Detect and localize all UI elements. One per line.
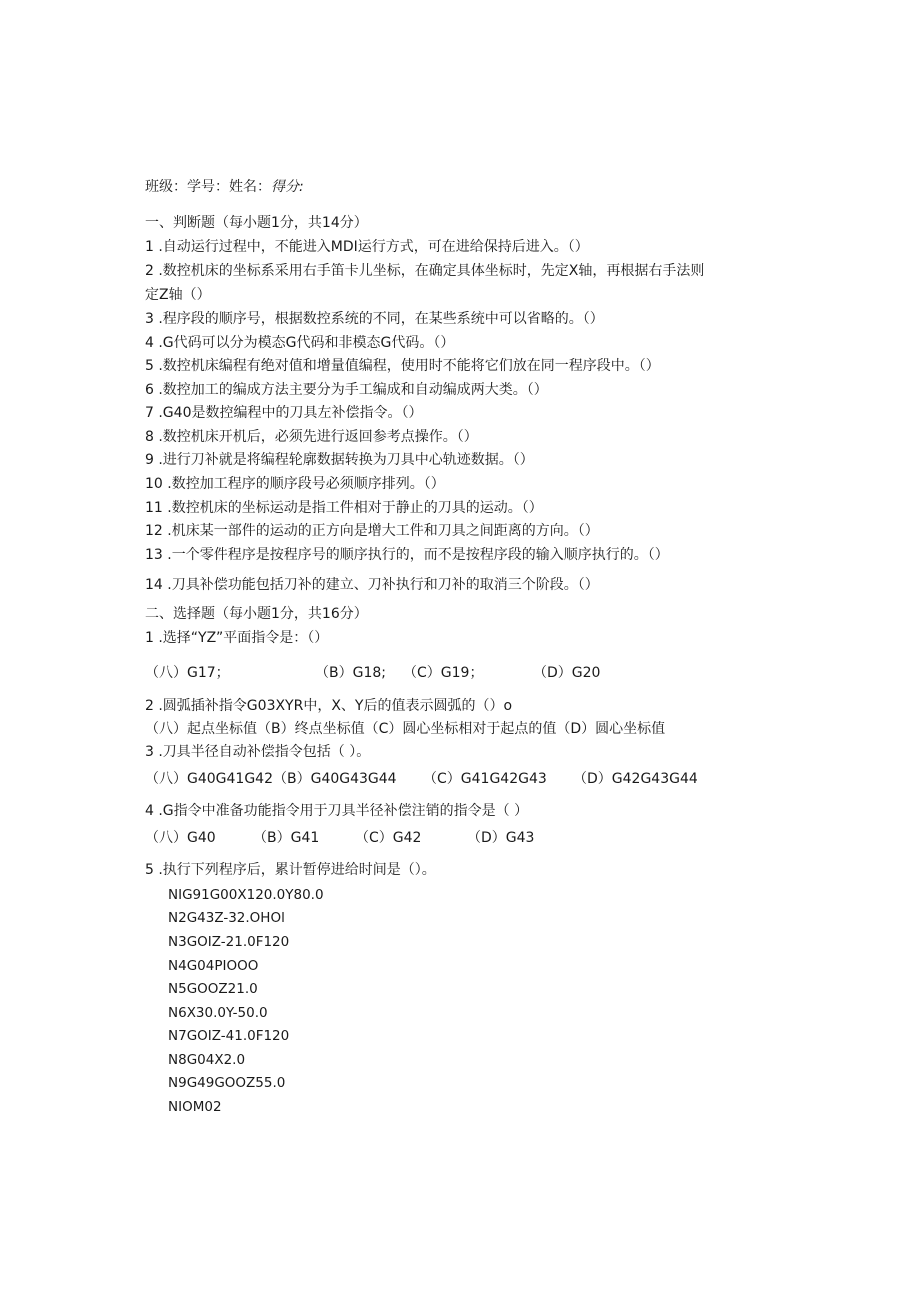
true-false-item-5: 5 .数控机床编程有绝对值和增量值编程，使用时不能将它们放在同一程序段中。（）: [145, 358, 660, 374]
program-line-9: N9G49GOOZ55.0: [168, 1075, 286, 1091]
true-false-item-7: 7 .G40是数控编程中的刀具左补偿指令。（）: [145, 405, 423, 421]
choice-q5: 5 .执行下列程序后，累计暂停进给时间是（）。: [145, 862, 436, 878]
choice-q1-option-a: （八）G17；: [145, 665, 230, 681]
true-false-item-1: 1 .自动运行过程中，不能进入MDI运行方式，可在进给保持后进入。（）: [145, 239, 589, 255]
choice-q2-options: （八）起点坐标值（B）终点坐标值（C）圆心坐标相对于起点的值（D）圆心坐标值: [145, 721, 666, 737]
program-line-10: NIOM02: [168, 1099, 222, 1115]
choice-q4-option-c: （C）G42: [355, 830, 422, 846]
choice-q4-option-d: （D）G43: [467, 830, 535, 846]
program-line-5: N5GOOZ21.0: [168, 981, 258, 997]
program-line-8: N8G04X2.0: [168, 1052, 246, 1068]
choice-q4: 4 .G指令中准备功能指令用于刀具半径补偿注销的指令是（ ）: [145, 803, 529, 819]
true-false-item-4: 4 .G代码可以分为模态G代码和非模态G代码。（）: [145, 335, 455, 351]
student-info-fields: 班级：学号：姓名：: [145, 179, 271, 195]
choice-q3-option-ab: （八）G40G41G42（B）G40G43G44: [145, 771, 397, 787]
choice-q4-option-a: （八）G40: [145, 830, 216, 846]
choice-q1: 1 .选择“YZ”平面指令是：（）: [145, 630, 329, 646]
true-false-item-14: 14 .刀具补偿功能包括刀补的建立、刀补执行和刀补的取消三个阶段。（）: [145, 577, 599, 593]
section1-title: 一、判断题（每小题1分，共14分）: [145, 215, 368, 231]
header-line: [145, 178, 304, 196]
choice-q2: 2 .圆弧插补指令G03XYR中，X、Y后的值表示圆弧的（）o: [145, 698, 513, 714]
choice-q3-option-c: （C）G41G42G43: [423, 771, 547, 787]
true-false-item-9: 9 .进行刀补就是将编程轮廓数据转换为刀具中心轨迹数据。（）: [145, 452, 534, 468]
program-line-2: N2G43Z-32.OHOl: [168, 910, 285, 926]
true-false-item-6: 6 .数控加工的编成方法主要分为手工编成和自动编成两大类。（）: [145, 382, 548, 398]
true-false-item-13: 13 .一个零件程序是按程序号的顺序执行的，而不是按程序段的输入顺序执行的。（）: [145, 547, 669, 563]
choice-q1-option-c: （C）G19；: [403, 665, 484, 681]
choice-q1-option-d: （D）G20: [533, 665, 601, 681]
true-false-item-11: 11 .数控机床的坐标运动是指工件相对于静止的刀具的运动。（）: [145, 500, 543, 516]
choice-q3: 3 .刀具半径自动补偿指令包括（ ）。: [145, 744, 371, 760]
program-line-3: N3GOIZ-21.0F120: [168, 934, 290, 950]
program-line-4: N4G04PIOOO: [168, 958, 259, 974]
choice-q4-options: [145, 829, 785, 847]
choice-q1-option-b: （B）G18;: [315, 665, 386, 681]
choice-q1-options: [145, 664, 785, 682]
choice-q3-option-d: （D）G42G43G44: [573, 771, 698, 787]
program-line-7: N7GOIZ-41.0F120: [168, 1028, 290, 1044]
choice-q4-option-b: （B）G41: [253, 830, 320, 846]
section2-title: 二、选择题（每小题1分，共16分）: [145, 606, 368, 622]
true-false-item-8: 8 .数控机床开机后，必须先进行返回参考点操作。（）: [145, 429, 478, 445]
program-line-1: NIG91G00X120.0Y80.0: [168, 887, 324, 903]
true-false-item-3: 3 .程序段的顺序号，根据数控系统的不同，在某些系统中可以省略的。（）: [145, 311, 604, 327]
choice-q3-options: [145, 770, 785, 788]
true-false-item-2-cont: 定Z轴（）: [145, 287, 211, 303]
true-false-item-10: 10 .数控加工程序的顺序段号必须顺序排列。（）: [145, 476, 445, 492]
true-false-item-12: 12 .机床某一部件的运动的正方向是增大工件和刀具之间距离的方向。（）: [145, 523, 599, 539]
score-label: 得分:: [271, 179, 304, 195]
program-line-6: N6X30.0Y-50.0: [168, 1005, 268, 1021]
true-false-item-2: 2 .数控机床的坐标系采用右手笛卡儿坐标，在确定具体坐标时，先定X轴，再根据右手法则: [145, 263, 705, 279]
